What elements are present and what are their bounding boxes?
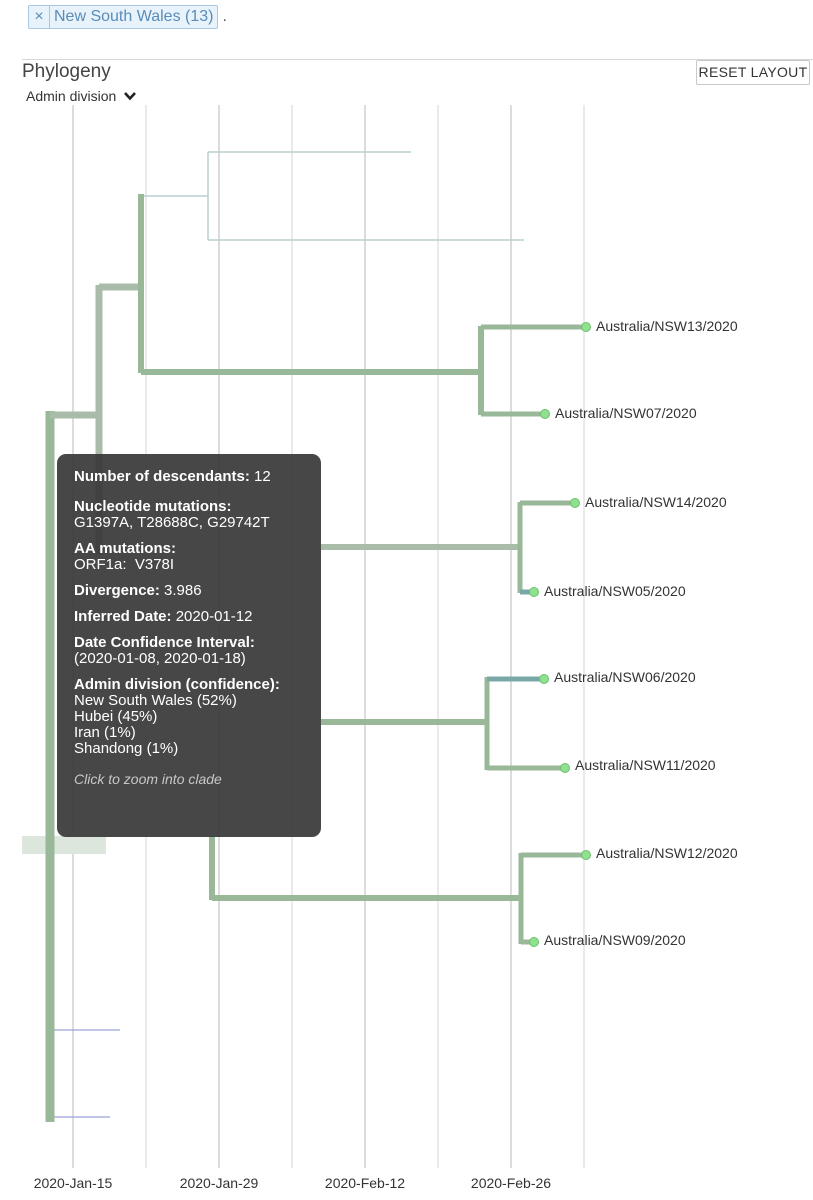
aa-mutations-row xyxy=(74,541,304,573)
tip-label[interactable]: Australia/NSW05/2020 xyxy=(544,583,686,599)
reset-layout-button[interactable]: RESET LAYOUT xyxy=(696,60,810,85)
nt-mutations-row xyxy=(74,499,304,531)
descendants-value: 12 xyxy=(254,468,271,485)
tip-label[interactable]: Australia/NSW13/2020 xyxy=(596,318,738,334)
tip-label[interactable]: Australia/NSW07/2020 xyxy=(555,405,697,421)
divergence-label: Divergence: xyxy=(74,582,160,599)
divergence-row xyxy=(74,583,304,599)
descendants-label: Number of descendants: xyxy=(74,468,250,485)
admin-division-label: Admin division (confidence): xyxy=(74,676,280,693)
tip-label[interactable]: Australia/NSW14/2020 xyxy=(585,494,727,510)
tip-label[interactable]: Australia/NSW11/2020 xyxy=(575,757,716,773)
axis-tick-label: 2020-Feb-12 xyxy=(324,1175,406,1191)
tip-label[interactable]: Australia/NSW12/2020 xyxy=(596,845,738,861)
inferred-date-label: Inferred Date: xyxy=(74,608,172,625)
nt-mutations-label: Nucleotide mutations: xyxy=(74,498,232,515)
axis-tick-label: 2020-Jan-29 xyxy=(179,1175,259,1191)
inferred-date-value: 2020-01-12 xyxy=(175,608,253,625)
tip-node[interactable] xyxy=(541,410,550,419)
tip-node[interactable] xyxy=(571,499,580,508)
time-axis xyxy=(34,1175,552,1191)
confidence-interval-row xyxy=(74,635,304,667)
admin-division-value: New South Wales (52%) xyxy=(74,692,237,709)
color-by-label: Admin division xyxy=(26,88,117,104)
zoom-hint: Click to zoom into clade xyxy=(74,771,222,787)
clade-tooltip xyxy=(57,454,321,837)
aa-mutations-label: AA mutations: xyxy=(74,540,176,557)
remove-filter-icon[interactable]: × xyxy=(29,6,50,28)
tip-node[interactable] xyxy=(561,764,570,773)
panel-title: Phylogeny xyxy=(22,61,111,82)
tip-label[interactable]: Australia/NSW09/2020 xyxy=(544,932,686,948)
root-highlight xyxy=(22,836,106,854)
divergence-value: 3.986 xyxy=(164,582,202,599)
tip-node[interactable] xyxy=(582,323,591,332)
tip-node[interactable] xyxy=(530,588,539,597)
aa-mutations-value: ORF1a: V378I xyxy=(74,556,175,573)
tip-node[interactable] xyxy=(540,675,549,684)
nt-mutations-value: G1397A, T28688C, G29742T xyxy=(74,514,270,531)
admin-division-value: Iran (1%) xyxy=(74,724,136,741)
confidence-interval-value: (2020-01-08, 2020-01-18) xyxy=(74,650,246,667)
admin-division-value: Hubei (45%) xyxy=(74,708,158,725)
confidence-interval-label: Date Confidence Interval: xyxy=(74,634,255,651)
filter-label: New South Wales (13) xyxy=(54,8,214,25)
axis-tick-label: 2020-Feb-26 xyxy=(470,1175,552,1191)
tip-label[interactable]: Australia/NSW06/2020 xyxy=(554,669,696,685)
filter-trailing-text: . xyxy=(222,8,227,25)
tip-node[interactable] xyxy=(530,938,539,947)
admin-division-value: Shandong (1%) xyxy=(74,740,179,757)
descendants-row xyxy=(74,469,304,485)
tip-node[interactable] xyxy=(582,851,591,860)
axis-tick-label: 2020-Jan-15 xyxy=(33,1175,113,1191)
admin-division-row xyxy=(74,677,304,757)
inferred-date-row xyxy=(74,609,304,625)
